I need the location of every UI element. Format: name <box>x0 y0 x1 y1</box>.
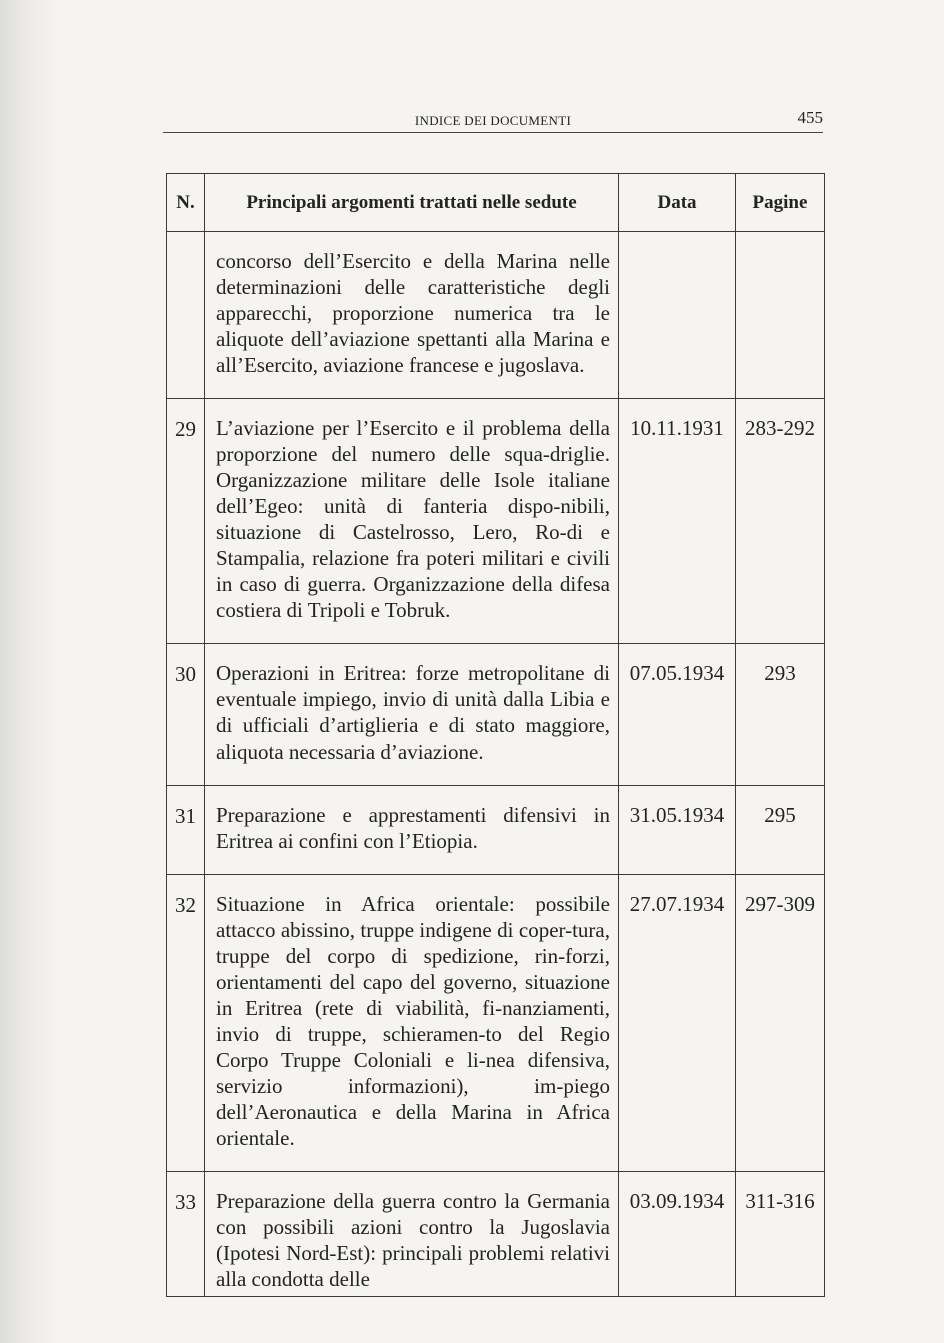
row-number: 30 <box>167 644 205 785</box>
row-date: 03.09.1934 <box>619 1171 736 1296</box>
table-row <box>167 874 825 1171</box>
page-number: 455 <box>797 108 823 127</box>
row-date: 27.07.1934 <box>619 874 736 1171</box>
row-topics: concorso dell’Esercito e della Marina nelle determinazioni delle caratteristiche degli apparecchi, proporzione numerica tra le aliquote dell’aviazione spettanti alla Marina e all’Esercito, aviazione francese e jugoslava. <box>205 232 619 399</box>
row-pages: 295 <box>736 785 825 874</box>
table-row <box>167 644 825 785</box>
row-topics: L’aviazione per l’Esercito e il problema della proporzione del numero delle squa-driglie. Organizzazione militare delle Isole italiane dell’Egeo: unità di fanteria dispo-nibili, situazione di Castelrosso, Lero, Ro-di e Stampalia, relazione fra poteri militari e civili in caso di guerra. Organizzazione della difesa costiera di Tripoli e Tobruk. <box>205 399 619 644</box>
column-header-topics: Principali argomenti trattati nelle sedute <box>205 174 619 232</box>
row-pages: 311-316 <box>736 1171 825 1296</box>
row-pages: 283-292 <box>736 399 825 644</box>
row-topics: Situazione in Africa orientale: possibile attacco abissino, truppe indigene di coper-tura, truppe del corpo di spedizione, rin-forzi, orientamenti del capo del governo, situazione in Eritrea (rete di viabilità, fi-nanziamenti, invio di truppe, schieramen-to del Regio Corpo Truppe Coloniali e li-nea difensiva, servizio informazioni), im-piego dell’Aeronautica e della Marina in Africa orientale. <box>205 874 619 1171</box>
row-date: 07.05.1934 <box>619 644 736 785</box>
row-number: 32 <box>167 874 205 1171</box>
row-date: 10.11.1931 <box>619 399 736 644</box>
row-topics: Preparazione e apprestamenti difensivi in Eritrea ai confini con l’Etiopia. <box>205 785 619 874</box>
page-edge-shadow <box>0 0 60 1343</box>
running-header <box>163 108 823 133</box>
table-row <box>167 1171 825 1296</box>
row-date <box>619 232 736 399</box>
table-row <box>167 399 825 644</box>
row-number: 31 <box>167 785 205 874</box>
table-row <box>167 785 825 874</box>
row-number: 29 <box>167 399 205 644</box>
row-topics: Operazioni in Eritrea: forze metropolitane di eventuale impiego, invio di unità dalla Libia e di ufficiali d’artiglieria e di stato maggiore, aliquota necessaria d’aviazione. <box>205 644 619 785</box>
table-header-row <box>167 174 825 232</box>
row-pages: 293 <box>736 644 825 785</box>
column-header-pages: Pagine <box>736 174 825 232</box>
row-pages <box>736 232 825 399</box>
row-number <box>167 232 205 399</box>
table-row <box>167 232 825 399</box>
column-header-date: Data <box>619 174 736 232</box>
column-header-number: N. <box>167 174 205 232</box>
row-date: 31.05.1934 <box>619 785 736 874</box>
row-pages: 297-309 <box>736 874 825 1171</box>
header-title: INDICE DEI DOCUMENTI <box>414 113 572 128</box>
row-topics: Preparazione della guerra contro la Germania con possibili azioni contro la Jugoslavia (Ipotesi Nord-Est): principali problemi relativi alla condotta delle <box>205 1171 619 1296</box>
document-index-table <box>166 173 825 1297</box>
row-number: 33 <box>167 1171 205 1296</box>
